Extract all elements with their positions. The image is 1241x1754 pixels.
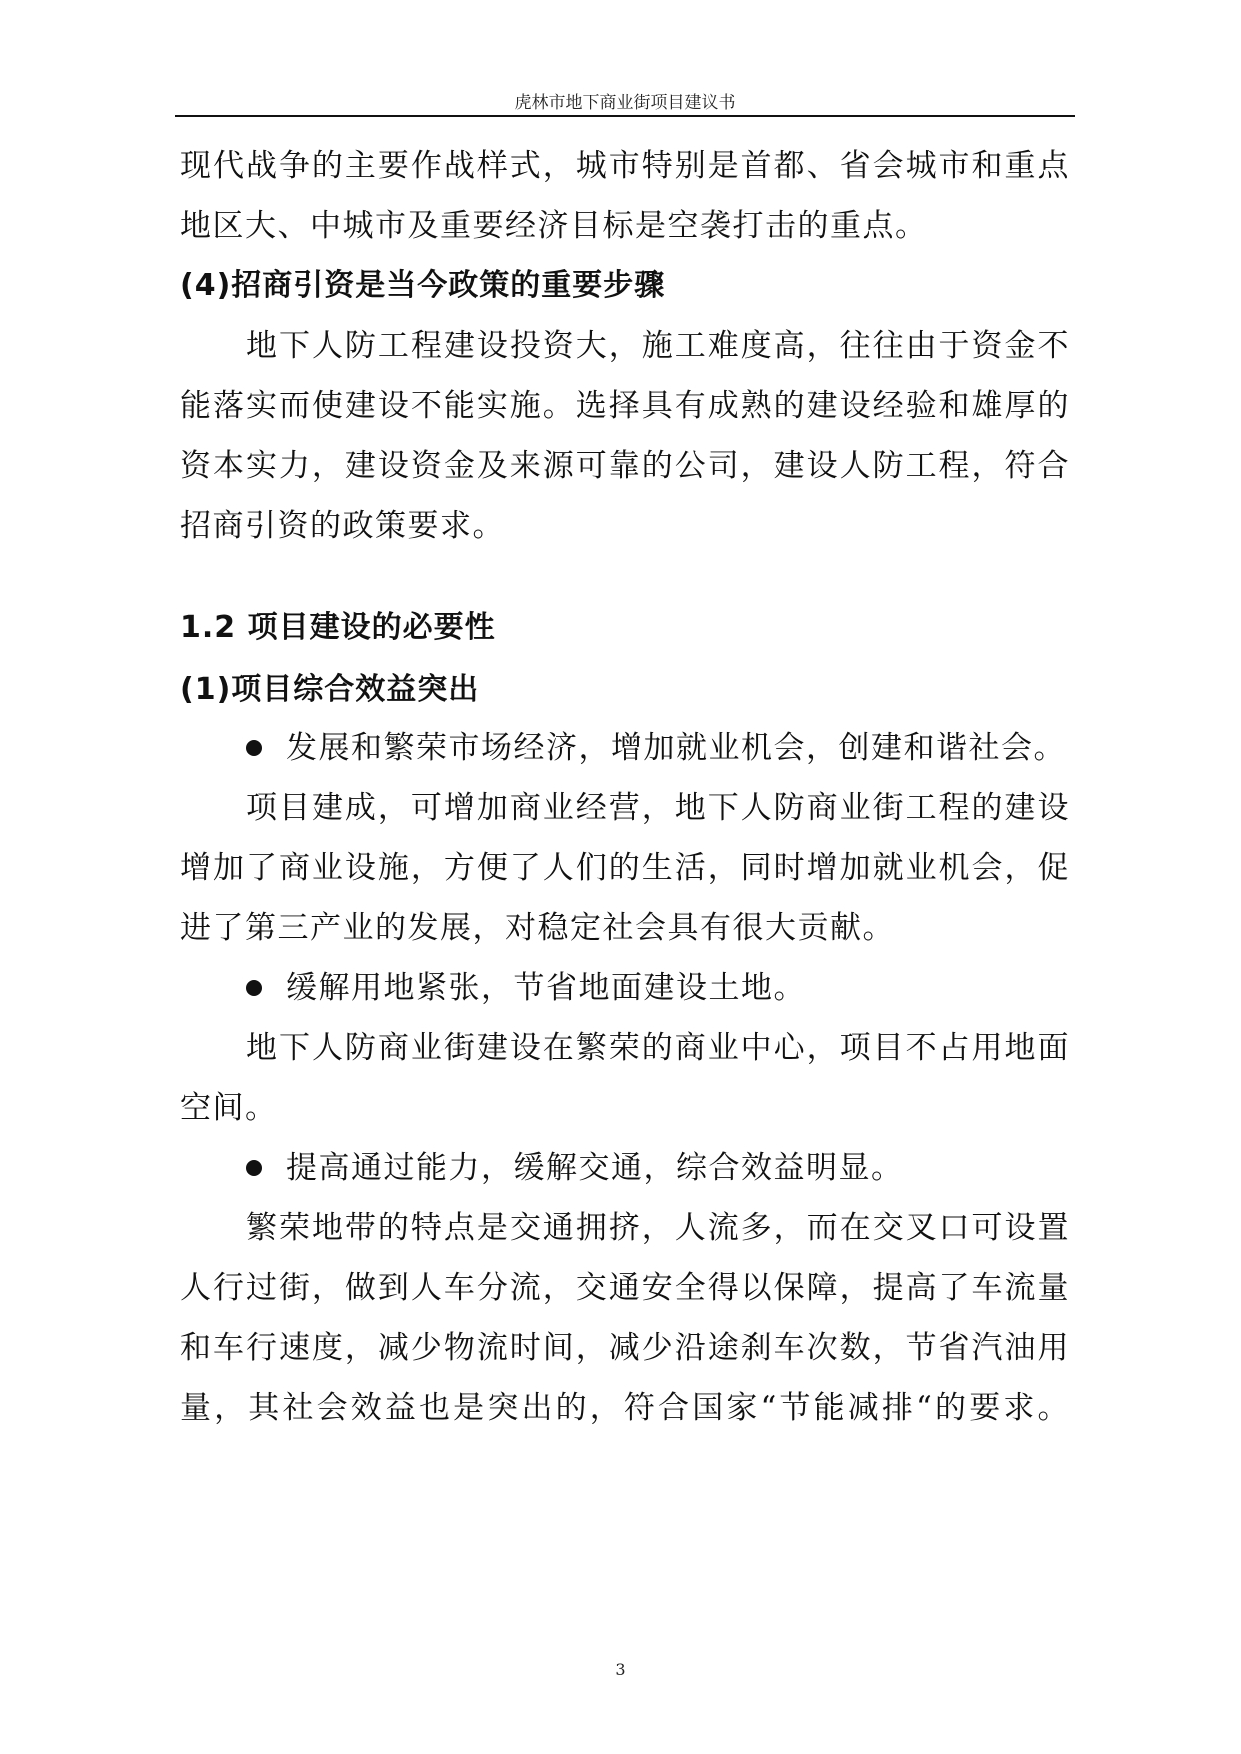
section-heading: (4)招商引资是当今政策的重要步骤	[180, 268, 666, 303]
bullet-icon	[246, 740, 262, 756]
bullet-icon	[246, 980, 262, 996]
chapter-heading: 1.2 项目建设的必要性	[180, 610, 496, 645]
paragraph-line: 和车行速度，减少物流时间，减少沿途刹车次数，节省汽油用	[180, 1330, 1070, 1366]
bullet-icon	[246, 1160, 262, 1176]
paragraph-line: 空间。	[180, 1090, 278, 1126]
bullet-text: 提高通过能力，缓解交通，综合效益明显。	[286, 1150, 904, 1186]
running-header: 虎林市地下商业街项目建议书	[514, 93, 736, 113]
bullet-text: 发展和繁荣市场经济，增加就业机会，创建和谐社会。	[286, 730, 1066, 766]
paragraph-line: 增加了商业设施，方便了人们的生活，同时增加就业机会，促	[180, 850, 1070, 886]
page-number: 3	[615, 1660, 626, 1679]
paragraph-line: 量，其社会效益也是突出的，符合国家“节能减排“的要求。	[180, 1390, 1070, 1426]
paragraph-line: 资本实力，建设资金及来源可靠的公司，建设人防工程，符合	[180, 448, 1070, 484]
header-rule	[175, 115, 1075, 117]
paragraph-line: 繁荣地带的特点是交通拥挤，人流多，而在交叉口可设置	[246, 1210, 1070, 1246]
paragraph-line: 地下人防工程建设投资大，施工难度高，往往由于资金不	[246, 328, 1070, 364]
bullet-item	[246, 956, 1070, 1020]
paragraph-line: 人行过街，做到人车分流，交通安全得以保障，提高了车流量	[180, 1270, 1070, 1306]
paragraph-line: 现代战争的主要作战样式，城市特别是首都、省会城市和重点	[180, 148, 1070, 184]
paragraph-line: 项目建成，可增加商业经营，地下人防商业街工程的建设	[246, 790, 1070, 826]
section-heading: (1)项目综合效益突出	[180, 672, 480, 707]
paragraph-line: 招商引资的政策要求。	[180, 508, 505, 544]
bullet-item	[246, 1136, 1070, 1200]
paragraph-line: 地区大、中城市及重要经济目标是空袭打击的重点。	[180, 208, 928, 244]
bullet-text: 缓解用地紧张，节省地面建设土地。	[286, 970, 806, 1006]
paragraph-line: 能落实而使建设不能实施。选择具有成熟的建设经验和雄厚的	[180, 388, 1070, 424]
bullet-item	[246, 716, 1070, 780]
paragraph-line: 进了第三产业的发展，对稳定社会具有很大贡献。	[180, 910, 895, 946]
paragraph-line: 地下人防商业街建设在繁荣的商业中心，项目不占用地面	[246, 1030, 1070, 1066]
